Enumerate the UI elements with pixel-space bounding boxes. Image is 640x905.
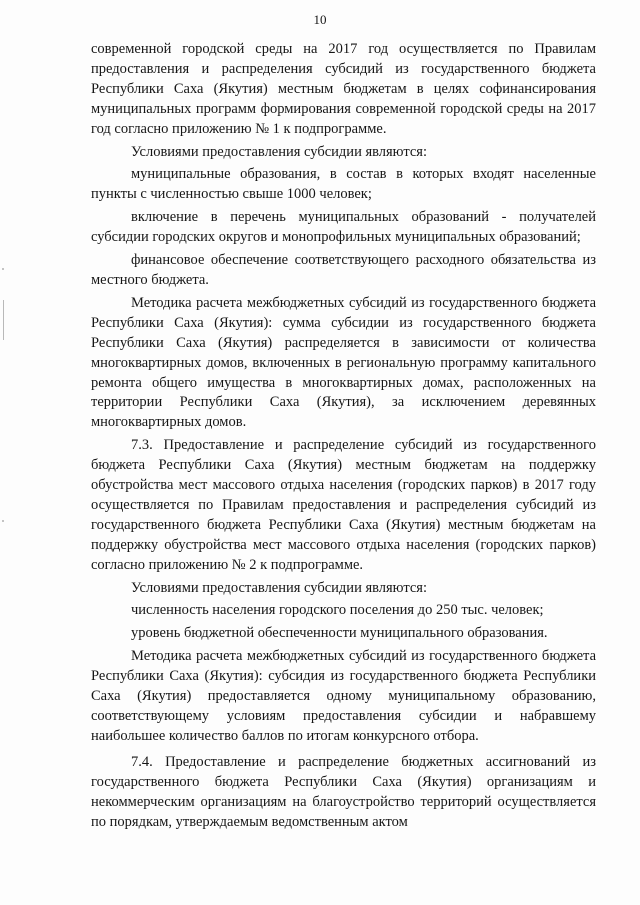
paragraph: 7.4. Предоставление и распределение бюджетных ассигнований из государственного бюджета Республики Саха (Якутия) организациям и некоммерческим организациям на благоустройство территорий осуществляется по порядкам, утверждаемым ведомственным актом <box>91 753 596 830</box>
scan-edge-mark <box>3 300 4 340</box>
paragraph: Условиями предоставления субсидии являются: <box>131 143 427 160</box>
document-body <box>91 40 596 832</box>
paragraph: Методика расчета межбюджетных субсидий из государственного бюджета Республики Саха (Якутия): субсидия из государственного бюджета Республики Саха (Якутия) предоставляется одному муниципальному образованию, соответствующему условиям предоставления субсидии и набравшему наибольшее количество баллов по итогам конкурсного отбора. <box>91 648 596 744</box>
paragraph: современной городской среды на 2017 год осуществляется по Правилам предоставления и распределения субсидий из государственного бюджета Республики Саха (Якутия) местным бюджетам в целях софинансирования муниципальных программ формирования современной городской среды на 2017 год согласно приложению № 1 к подпрограмме. <box>91 41 596 137</box>
scan-speck <box>2 520 4 522</box>
paragraph: уровень бюджетной обеспеченности муниципального образования. <box>131 625 548 642</box>
paragraph: численность населения городского поселения до 250 тыс. человек; <box>131 602 544 619</box>
paragraph: Методика расчета межбюджетных субсидий из государственного бюджета Республики Саха (Якутия): сумма субсидии из государственного бюджета Республики Саха (Якутия) распределяется в зависимости от количества многоквартирных домов, включенных в региональную программу капитального ремонта общего имущества в многоквартирных домах, расположенных на территории Республики Саха (Якутия), за исключением деревянных многоквартирных домов. <box>91 294 596 431</box>
paragraph: муниципальные образования, в состав в которых входят населенные пункты с численностью свыше 1000 человек; <box>91 166 596 203</box>
paragraph: включение в перечень муниципальных образований - получателей субсидии городских округов и монопрофильных муниципальных образований; <box>91 209 596 246</box>
page-number: 10 <box>313 12 327 27</box>
scan-speck <box>2 268 4 270</box>
paragraph: финансовое обеспечение соответствующего расходного обязательства из местного бюджета. <box>91 252 596 288</box>
paragraph: 7.3. Предоставление и распределение субсидий из государственного бюджета Республики Саха (Якутия) местным бюджетам на поддержку обустройства мест массового отдыха населения (городских парков) в 2017 году осуществляется по Правилам предоставления и распределения субсидий из государственного бюджета Республики Саха (Якутия) местным бюджетам на поддержку обустройства мест массового отдыха населения (городских парков) согласно приложению № 2 к подпрограмме. <box>91 437 596 573</box>
paragraph: Условиями предоставления субсидии являются: <box>131 579 427 596</box>
